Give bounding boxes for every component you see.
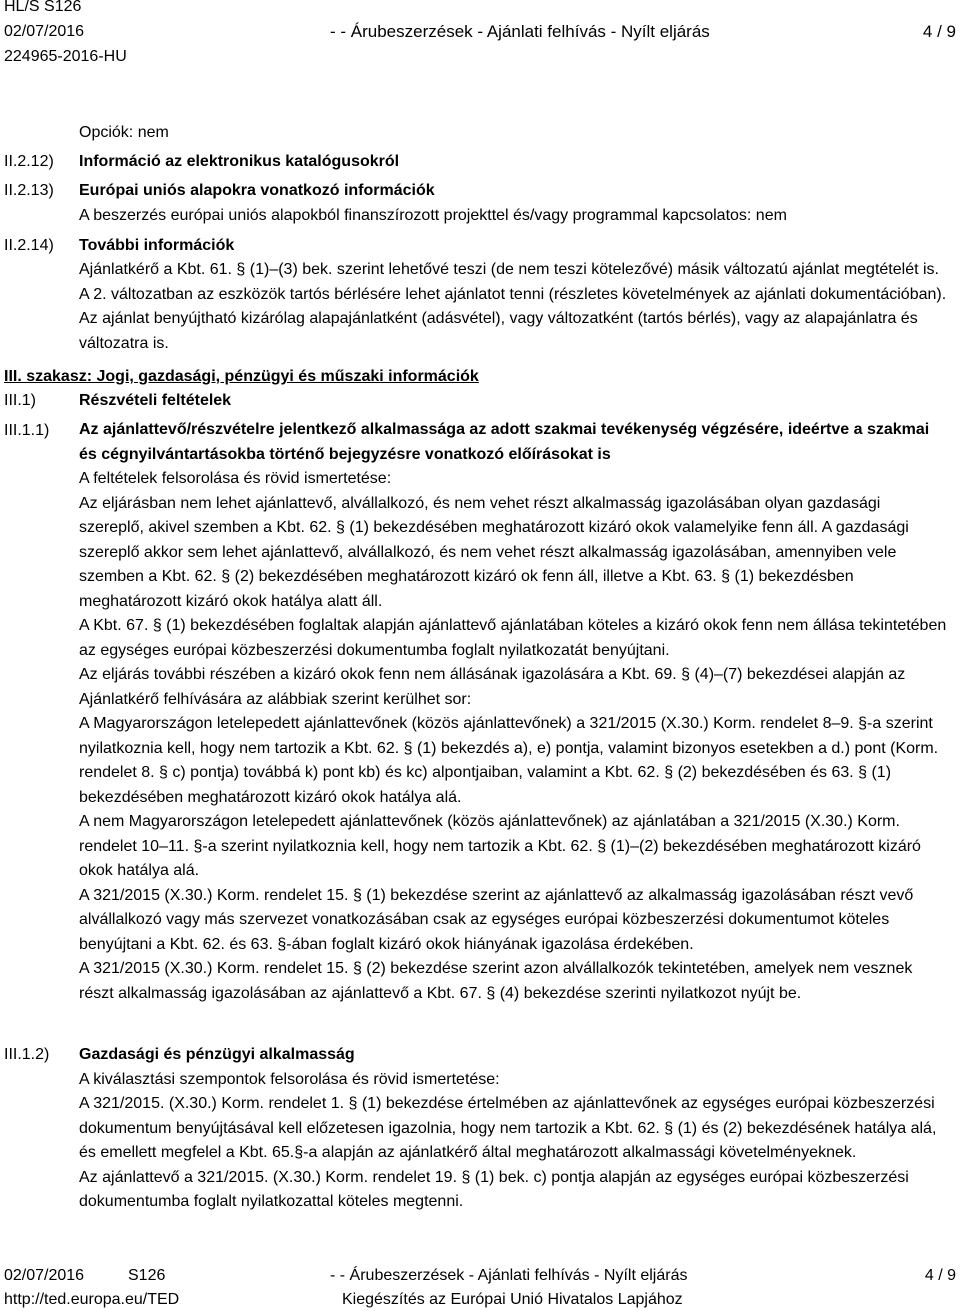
header-doc-type: HL/S S126 — [4, 0, 82, 15]
footer-subtitle: Kiegészítés az Európai Unió Hivatalos Lapjához — [342, 1291, 683, 1308]
section-title-311: Az ajánlattevő/részvételre jelentkező alkalmassága az adott szakmai tevékenység végzésére, ideértve a szakmai és cégnyilvántartásokba történő bejegyzésre vonatkozó előírásokat is — [79, 421, 930, 463]
section-title-31: Részvételi feltételek — [79, 392, 232, 409]
section-title-312: Gazdasági és pénzügyi alkalmasság — [79, 1046, 355, 1063]
paragraph: A Magyarországon letelepedett ajánlattevőnek (közös ajánlattevőnek) a 321/2015 (X.30.) Korm. rendelet 8–9. §-a szerint nyilatkoznia kell, hogy nem tartozik a Kbt. 62. § (1) bekezdés a), e) pontja, valamint bizonyos esetekben a d.) pont (Korm. rendelet 8. § c) pontja) továbbá k) pont kb) és kc) alpontjaiban, valamint a Kbt. 62. § (2) bekezdésében és 63. § (1) bekezdésében meghatározott kizáró okok hatálya alá. — [79, 715, 939, 806]
header-page-number: 4 / 9 — [922, 22, 956, 41]
paragraph: A nem Magyarországon letelepedett ajánlattevőnek (közös ajánlattevőnek) az ajánlatában a 321/2015 (X.30.) Korm. rendelet 10–11. §-a szerint nyilatkoznia kell, hogy nem tartozik a Kbt. 62. § (1)–(2) bekezdésében meghatározott kizáró okok hatálya alá. — [79, 813, 921, 879]
section-number-31: III.1) — [4, 392, 37, 409]
paragraph: Ajánlatkérő a Kbt. 61. § (1)–(3) bek. szerint lehetővé teszi (de nem teszi kötelezővé) másik változatú ajánlat megtételét is. A 2. változatban az eszközök tartós bérlésére lehet ajánlatot tenni (részletes követelmények az ajánlati dokumentációban). Az ajánlat benyújtható kizárólag alapajánlatként (adásvétel), vagy változatként (tartós bérlés), vagy az alapajánlatra és változatra is. — [79, 261, 947, 352]
options-line: Opciók: nem — [79, 124, 169, 141]
footer-title: - - Árubeszerzések - Ajánlati felhívás - Nyílt eljárás — [330, 1267, 688, 1284]
section-number-2214: II.2.14) — [4, 237, 54, 254]
footer-page-number: 4 / 9 — [924, 1267, 956, 1284]
section-text-2213: A beszerzés európai uniós alapokból finanszírozott projekttel és/vagy programmal kapcsolatos: nem — [79, 207, 787, 224]
paragraph: Az eljárásban nem lehet ajánlattevő, alvállalkozó, és nem vehet részt alkalmasság igazolásában olyan gazdasági szereplő, akivel szemben a Kbt. 62. § (1) bekezdésében meghatározott kizáró okok valamelyike fenn áll. A gazdasági szereplő akkor sem lehet ajánlattevő, alvállalkozó, és nem vehet részt alkalmasság igazolásában, amennyiben vele szemben a Kbt. 62. § (2) bekezdésében meghatározott kizáró ok fenn áll, illetve a Kbt. 63. § (1) bekezdésben meghatározott kizáró okok hatálya alatt áll. — [79, 494, 909, 610]
paragraph: A 321/2015 (X.30.) Korm. rendelet 15. § (1) bekezdése szerint az ajánlattevő az alkalmasság igazolásában részt vevő alvállalkozó vagy más szervezet vonatkozásában csak az egységes európai közbeszerzési dokumentumot köteles benyújtani a Kbt. 62. és 63. §-ában foglalt kizáró okok hiányának igazolása érdekében. — [79, 886, 914, 953]
paragraph: Az eljárás további részében a kizáró okok fenn nem állásának igazolására a Kbt. 69. § (4)–(7) bekezdései alapján az Ajánlatkérő felhívására az alábbiak szerint kerülhet sor: — [79, 666, 906, 708]
paragraph: A 321/2015 (X.30.) Korm. rendelet 15. § (2) bekezdése szerint azon alvállalkozók tekintetében, amelyek nem vesznek részt alkalmasság igazolásában az ajánlattevő a Kbt. 67. § (4) bekezdése szerinti nyilatkozot nyújt be. — [79, 960, 913, 1002]
footer-doc-code: S126 — [128, 1267, 166, 1284]
section-number-2213: II.2.13) — [4, 182, 54, 199]
section-title-2212: Információ az elektronikus katalógusokról — [79, 153, 400, 170]
paragraph: A 321/2015. (X.30.) Korm. rendelet 1. § (1) bekezdése értelmében az ajánlattevőnek az egységes európai közbeszerzési dokumentum benyújtásával kell előzetesen igazolnia, hogy nem tartozik a Kbt. 62. § (1) és (2) bekezdésének hatálya alá, és emellett megfelel a Kbt. 65.§-a alapján az ajánlatkérő által meghatározott alkalmassági követelményeknek. — [79, 1095, 937, 1161]
header-doc-id: 224965-2016-HU — [4, 48, 127, 65]
paragraph: Az ajánlattevő a 321/2015. (X.30.) Korm. rendelet 19. § (1) bek. c) pontja alapján az egységes európai közbeszerzési dokumentumba foglalt nyilatkozattal köteles megtenni. — [79, 1168, 909, 1210]
section-title-2213: Európai uniós alapokra vonatkozó információk — [79, 182, 435, 199]
section-subtitle-312: A kiválasztási szempontok felsorolása és rövid ismertetése: — [79, 1070, 500, 1088]
section-subtitle-311: A feltételek felsorolása és rövid ismertetése: — [79, 470, 392, 487]
section-body-311 — [79, 418, 949, 1006]
footer-date: 02/07/2016 — [4, 1267, 85, 1284]
footer-url[interactable]: http://ted.europa.eu/TED — [4, 1291, 180, 1308]
part-3-heading: III. szakasz: Jogi, gazdasági, pénzügyi és műszaki információk — [4, 368, 479, 385]
section-text-2214 — [79, 258, 949, 356]
section-number-2212: II.2.12) — [4, 153, 54, 170]
header-title: - - Árubeszerzések - Ajánlati felhívás - Nyílt eljárás — [330, 22, 710, 41]
header-date: 02/07/2016 — [4, 23, 85, 40]
section-number-311: III.1.1) — [4, 422, 50, 439]
section-title-2214: További információk — [79, 237, 235, 254]
paragraph: A Kbt. 67. § (1) bekezdésében foglaltak alapján ajánlattevő ajánlatában köteles a kizáró okok fenn nem állása tekintetében az egységes európai közbeszerzési dokumentumba foglalt nyilatkozatát benyújtani. — [79, 617, 947, 659]
section-body-312 — [79, 1043, 949, 1215]
section-number-312: III.1.2) — [4, 1046, 50, 1063]
